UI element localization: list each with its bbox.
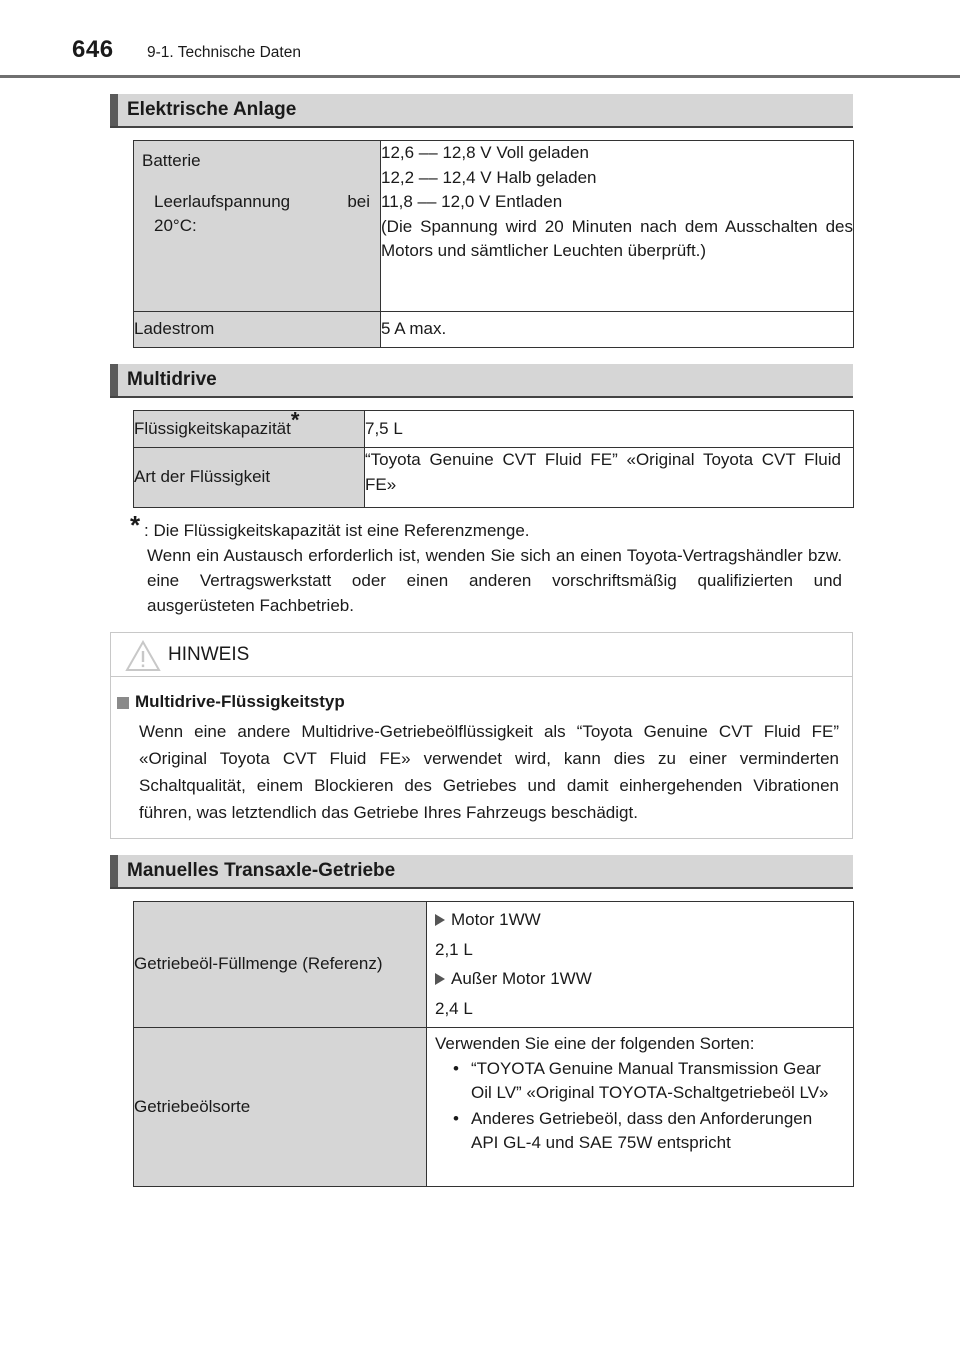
fluid-type-label: Art der Flüssigkeit: [134, 448, 365, 508]
header-rule: [0, 75, 960, 78]
notice-subtitle: Multidrive-Flüssigkeitstyp: [135, 692, 345, 711]
page-number: 646: [72, 36, 114, 63]
voltage-line-half: 12,2 –– 12,4 V Halb geladen: [381, 167, 597, 187]
fluid-capacity-label: Flüssigkeitskapazität: [134, 418, 291, 438]
section-bar: [110, 94, 118, 126]
oil-grade-label: Getriebeölsorte: [134, 1028, 427, 1187]
footnote-star: *: [130, 510, 141, 540]
battery-label: Batterie: [142, 151, 201, 170]
engine-other-label: Außer Motor 1WW: [451, 969, 592, 988]
voltage-values-cell: [381, 141, 854, 312]
oil-fill-label: Getriebeöl-Füllmenge (Referenz): [134, 902, 427, 1028]
idle-voltage-label: [134, 174, 380, 215]
section-bar: [110, 364, 118, 396]
square-bullet-icon: [117, 697, 129, 709]
warning-icon: [125, 640, 161, 672]
notice-divider: [111, 676, 852, 677]
fluid-capacity-label-cell: [134, 407, 365, 448]
fluid-capacity-value: 7,5 L: [365, 411, 854, 448]
oil-grade-item: • Anderes Getriebeöl, dass den Anforderungen API GL-4 und SAE 75W entspricht: [435, 1107, 841, 1156]
charge-current-label: Ladestrom: [134, 312, 381, 348]
section-bar: [110, 855, 118, 887]
idle-voltage-label-a: Leerlaufspannung: [154, 191, 291, 211]
engine-1ww-row: [435, 908, 845, 933]
idle-voltage-label-b: bei: [347, 191, 370, 211]
voltage-note: (Die Spannung wird 20 Minuten nach dem Ausschalten des Motors und sämtlicher Leuchten überprüft.): [381, 216, 853, 260]
notice-title: HINWEIS: [168, 644, 250, 665]
footnote-marker: *: [290, 407, 300, 433]
engine-1ww-value: 2,1 L: [435, 939, 473, 959]
oil-grade-values-cell: [427, 1028, 854, 1187]
voltage-line-full: 12,6 –– 12,8 V Voll geladen: [381, 143, 589, 162]
oil-grade-item: • “TOYOTA Genuine Manual Transmission Gear Oil LV” «Original TOYOTA-Schaltgetriebeöl LV»: [435, 1057, 841, 1106]
section-header-multidrive: [110, 364, 853, 398]
engine-other-row: [435, 967, 845, 992]
electrical-table: [133, 140, 854, 348]
engine-other-value: 2,4 L: [435, 998, 473, 1018]
oil-grade-list: [435, 1057, 841, 1156]
footnote: [130, 510, 842, 618]
chapter-title: 9-1. Technische Daten: [147, 44, 301, 61]
oil-grade-intro: Verwenden Sie eine der folgenden Sorten:: [435, 1034, 755, 1053]
voltage-line-empty: 11,8 –– 12,0 V Entladen: [381, 192, 563, 211]
fluid-type-value: “Toyota Genuine CVT Fluid FE” «Original Toyota CVT Fluid FE»: [365, 448, 854, 508]
section-title: Manuelles Transaxle-Getriebe: [127, 860, 396, 881]
section-header-manuelles-getriebe: [110, 855, 853, 889]
oil-fill-values-cell: [427, 902, 854, 1028]
footnote-first-line: : Die Flüssigkeitskapazität ist eine Referenzmenge.: [144, 521, 530, 540]
idle-voltage-label-c: 20°C:: [154, 216, 197, 235]
footnote-text: Wenn ein Austausch erforderlich ist, wenden Sie sich an einen Toyota-Vertragshändler bzw. eine Vertragswerkstatt oder einen anderen vorschriftsmäßig qualifizierten und ausgerüsteten Fachbetrieb.: [147, 546, 842, 615]
engine-1ww-label: Motor 1WW: [451, 910, 541, 929]
manual-transaxle-table: [133, 901, 854, 1187]
charge-current-value: 5 A max.: [381, 312, 854, 348]
section-title: Multidrive: [127, 369, 217, 390]
arrow-right-icon: [435, 973, 445, 985]
notice-body: Wenn eine andere Multidrive-Getriebeölflüssigkeit als “Toyota Genuine CVT Fluid FE” «Original Toyota CVT Fluid FE» verwendet wird, kann dies zu einer verminderten Schaltqualität, einem Blockieren des Getriebes und damit einhergehenden Vibrationen führen, was letztendlich das Getriebe Ihres Fahrzeugs beschädigt.: [139, 722, 839, 822]
section-title: Elektrische Anlage: [127, 99, 297, 120]
section-header-elektrische-anlage: [110, 94, 853, 128]
arrow-right-icon: [435, 914, 445, 926]
multidrive-table: [133, 407, 854, 508]
battery-label-cell: [134, 141, 381, 312]
notice-box: [110, 632, 853, 839]
